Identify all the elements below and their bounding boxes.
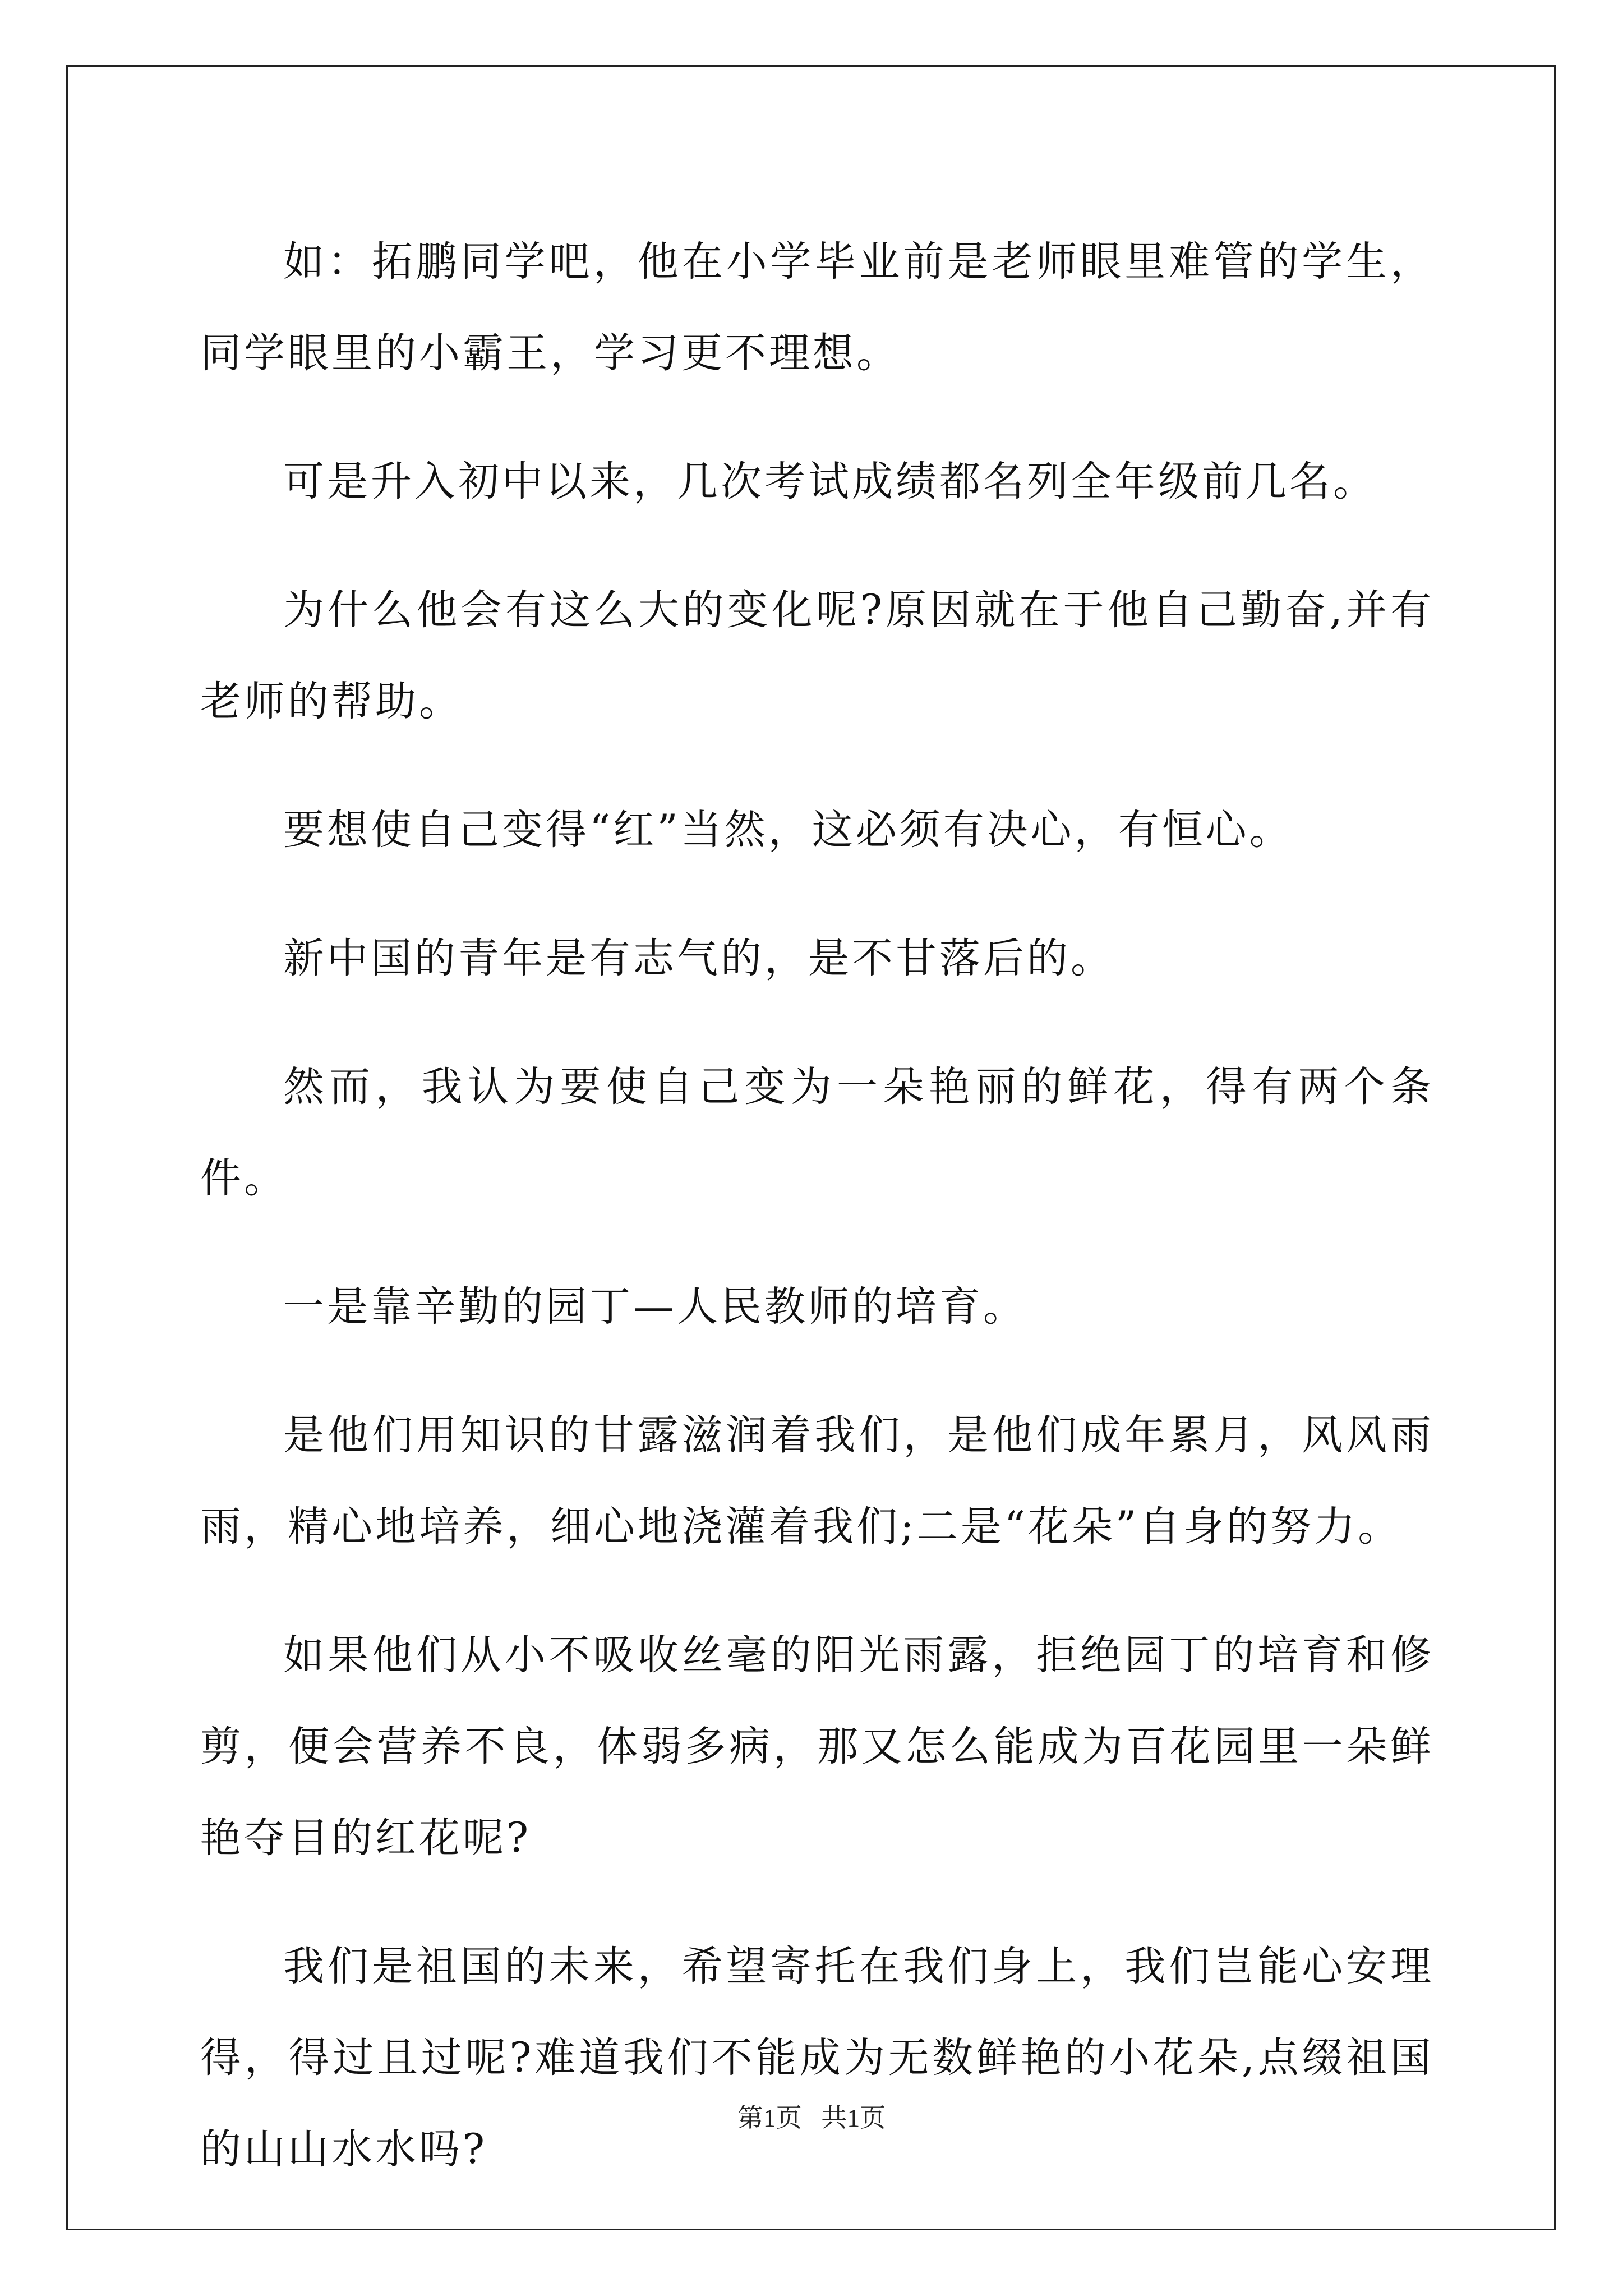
paragraph: 可是升入初中以来，几次考试成绩都名列全年级前几名。 (283, 458, 1377, 505)
paragraph: 如：拓鹏同学吧，他在小学毕业前是老师眼里难管的学生，同学眼里的小霸王，学习更不理想。 (200, 238, 1434, 377)
paragraph: 新中国的青年是有志气的，是不甘落后的。 (283, 935, 1114, 982)
paragraph: 要想使自己变得“红”当然，这必须有决心，有恒心。 (283, 806, 1293, 854)
paragraph: 为什么他会有这么大的变化呢?原因就在于他自己勤奋,并有老师的帮助。 (200, 586, 1434, 725)
paragraph: 如果他们从小不吸收丝毫的阳光雨露，拒绝园丁的培育和修剪，便会营养不良，体弱多病，那又怎么能成为百花园里一朵鲜艳夺目的红花呢? (200, 1631, 1434, 1862)
page-footer (0, 2101, 1623, 2135)
paragraph: 然而，我认为要使自己变为一朵艳丽的鲜花，得有两个条件。 (200, 1063, 1434, 1202)
page-total: 共1页 (821, 2104, 886, 2132)
paragraph: 是他们用知识的甘露滋润着我们，是他们成年累月，风风雨雨，精心地培养，细心地浇灌着我们;二是“花朵”自身的努力。 (200, 1411, 1434, 1550)
page-number: 第1页 (737, 2104, 802, 2132)
paragraph: 我们是祖国的未来，希望寄托在我们身上，我们岂能心安理得，得过且过呢?难道我们不能成为无数鲜艳的小花朵,点缀祖国的山山水水吗? (200, 1943, 1434, 2173)
document-body (200, 216, 1434, 2232)
paragraph: 一是靠辛勤的园丁—人民教师的培育。 (283, 1283, 1027, 1331)
